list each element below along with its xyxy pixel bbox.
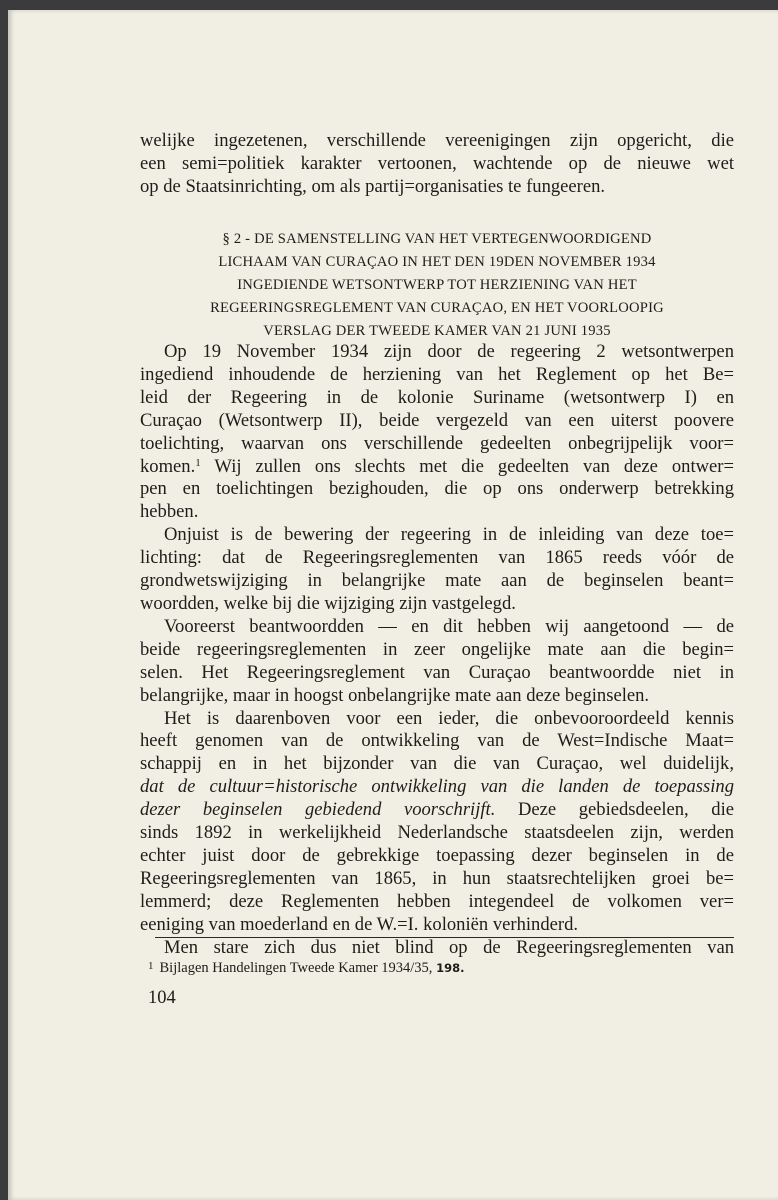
footnote [148, 957, 728, 977]
paragraph-1 [140, 341, 734, 524]
text-line: een semi=politiek karakter vertoonen, wachtende op de nieuwe wet [140, 152, 734, 174]
italic-text: dezer beginselen gebiedend voorschrijft. [140, 799, 496, 821]
text-line: Het is daarenboven voor een ieder, die onbevooroordeeld kennis [164, 707, 734, 729]
text-line [140, 776, 734, 799]
text-line: Curaçao (Wetsontwerp II), beide vergezeld van een uiterst poovere [140, 409, 734, 431]
section-heading [140, 228, 734, 343]
text-line: eeniging van moederland en de W.=I. koloniën verhinderd. [140, 913, 579, 935]
intro-paragraph [140, 130, 734, 199]
text-line: belangrijke, maar in hoogst onbelangrijke mate aan deze beginselen. [140, 684, 650, 706]
text-line: grondwetswijziging in belangrijke mate aan de beginselen beant= [140, 570, 734, 592]
text-line: welijke ingezetenen, verschillende vereenigingen zijn opgericht, die [140, 130, 734, 151]
footnote-page-ref: 198. [436, 961, 465, 975]
paragraph-4 [140, 708, 734, 937]
text-line: toelichting, waarvan ons verschillende gedeelten onbegrijpelijk voor= [140, 432, 734, 454]
text-line: ingediend inhoudende de herziening van het Reglement op het Be= [140, 363, 734, 385]
heading-line: VERSLAG DER TWEEDE KAMER VAN 21 JUNI 1935 [263, 322, 611, 339]
paragraph-3 [140, 616, 734, 708]
heading-line: REGEERINGSREGLEMENT VAN CURAÇAO, EN HET VOORLOOPIG [210, 299, 664, 316]
text-line: lemmerd; deze Reglementen hebben integendeel de volkomen ver= [140, 890, 734, 912]
footnote-divider [155, 937, 734, 938]
text-line: Men stare zich dus niet blind op de Regeeringsreglementen van [164, 936, 734, 958]
text-line: echter juist door de gebrekkige toepassing dezer beginselen in de [140, 844, 734, 866]
text-line: woordden, welke bij die wijziging zijn vastgelegd. [140, 592, 516, 614]
text-line: Regeeringsreglementen van 1865, in hun staatsrechtelijken groei be= [140, 867, 734, 889]
text-line: Vooreerst beantwoordden — en dit hebben wij aangetoond — de [164, 615, 734, 637]
text-line: sinds 1892 in werkelijkheid Nederlandsche staatsdeelen zijn, werden [140, 822, 734, 844]
text-fragment: Wij zullen ons slechts met die gedeelten van deze ontwer= [200, 455, 734, 477]
text-line: beide regeeringsreglementen in zeer ongelijke mate aan die begin= [140, 638, 734, 660]
text-line: leid der Regeering in de kolonie Suriname (wetsontwerp I) en [140, 386, 734, 408]
text-line: lichting: dat de Regeeringsreglementen van 1865 reeds vóór de [140, 547, 734, 569]
text-line: op de Staatsinrichting, om als partij=organisaties te fungeeren. [140, 175, 606, 197]
footnote-number: 1 [148, 960, 154, 972]
text-line: Op 19 November 1934 zijn door de regeering 2 wetsontwerpen [164, 341, 734, 362]
body-text [140, 341, 734, 959]
text-fragment: komen. [140, 455, 196, 477]
text-line: pen en toelichtingen bezighouden, die op ons onderwerp betrekking [140, 478, 734, 500]
text-line [140, 799, 734, 822]
text-fragment: Deze gebiedsdeelen, die [495, 799, 734, 821]
heading-line: § 2 - DE SAMENSTELLING VAN HET VERTEGENWOORDIGEND [222, 231, 652, 247]
footnote-text: Bijlagen Handelingen Tweede Kamer 1934/35, [159, 960, 433, 976]
text-line: Onjuist is de bewering der regeering in de inleiding van deze toe= [164, 524, 734, 546]
text-line: heeft genomen van de ontwikkeling van de West=Indische Maat= [140, 730, 734, 752]
text-line: hebben. [140, 501, 199, 523]
footnote-marker: 1 [195, 456, 201, 469]
text-line: selen. Het Regeeringsreglement van Curaçao beantwoordde niet in [140, 661, 734, 683]
paragraph-2 [140, 524, 734, 616]
heading-line: LICHAAM VAN CURAÇAO IN HET DEN 19DEN NOVEMBER 1934 [218, 253, 656, 270]
heading-line: INGEDIENDE WETSONTWERP TOT HERZIENING VAN HET [237, 276, 637, 293]
italic-text: dat de cultuur=historische ontwikkeling van die landen de toepassing [140, 776, 734, 798]
text-line [140, 456, 734, 479]
text-line: schappij en in het bijzonder van die van Curaçao, wel duidelijk, [140, 753, 734, 775]
page-number: 104 [148, 988, 176, 1008]
